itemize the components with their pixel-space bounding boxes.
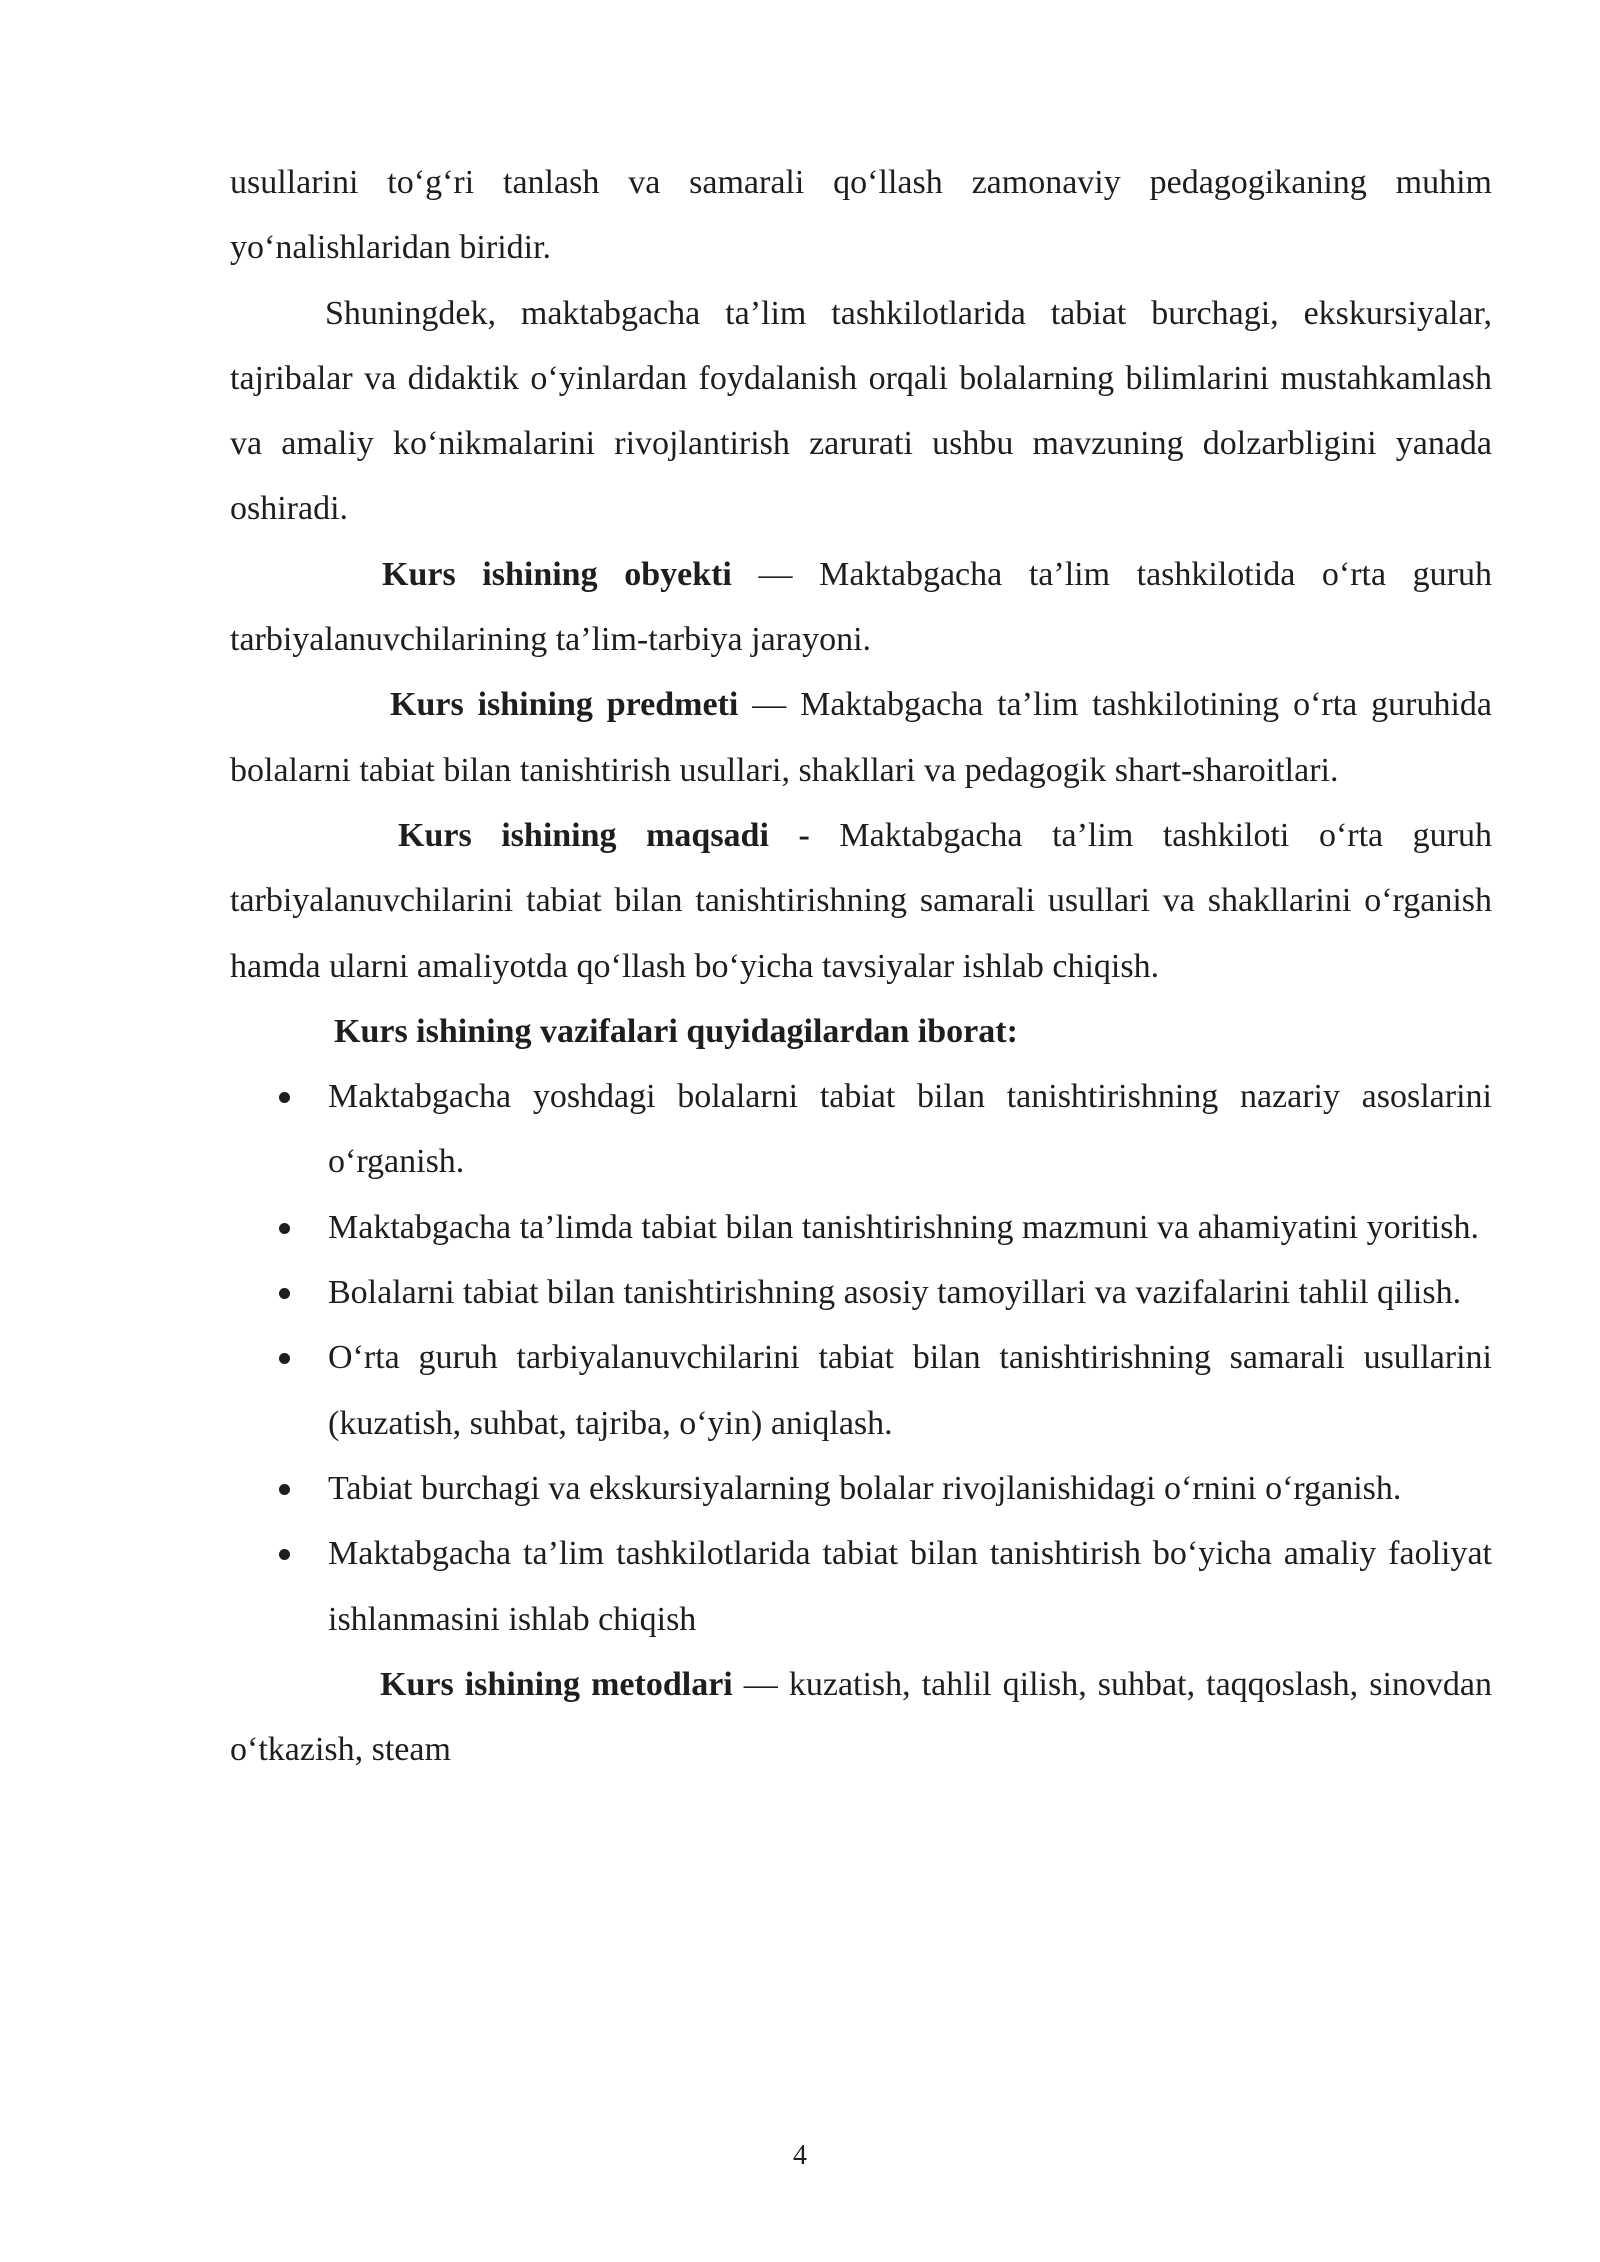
paragraph-intro-continuation: usullarini to‘g‘ri tanlash va samarali qo‘llash zamonaviy pedagogikaning muhim yo‘nalishlaridan biridir.	[230, 164, 1492, 267]
goal-text: Maktabgacha ta’lim tashkiloti o‘rta guruh tarbiyalanuvchilarini tabiat bilan tanishtirishning samarali usullari va shakllarini o‘rganish hamda ularni amaliyotda qo‘llash bo‘yicha tavsiyalar ishlab chiqish.	[230, 816, 1493, 985]
task-text: Bolalarni tabiat bilan tanishtirishning asosiy tamoyillari va vazifalarini tahlil qilish.	[328, 1274, 1462, 1312]
task-text: Maktabgacha yoshdagi bolalarni tabiat bilan tanishtirishning nazariy asoslarini o‘rganish.	[328, 1078, 1492, 1181]
list-item	[230, 1260, 1492, 1325]
object-label: Kurs ishining obyekti	[382, 555, 732, 593]
methods-text: — kuzatish, tahlil qilish, suhbat, taqqoslash, sinovdan o‘tkazish, steam	[230, 1665, 1492, 1769]
tasks-list	[230, 1064, 1492, 1652]
object-text: — Maktabgacha ta’lim tashkilotida o‘rta guruh tarbiyalanuvchilarining ta’lim-tarbiya jarayoni.	[230, 555, 1492, 659]
paragraph-object	[230, 542, 1492, 673]
list-item	[230, 1456, 1492, 1521]
list-item	[230, 1325, 1492, 1456]
bullet-icon	[279, 1549, 290, 1560]
paragraph-subject	[230, 672, 1492, 803]
list-item	[230, 1521, 1492, 1652]
paragraph-methods	[230, 1652, 1492, 1783]
tasks-heading: Kurs ishining vazifalari quyidagilardan iborat:	[334, 1012, 1018, 1050]
bullet-icon	[279, 1223, 290, 1234]
page-number: 4	[793, 2140, 807, 2171]
bullet-icon	[279, 1288, 290, 1299]
task-text: Maktabgacha ta’limda tabiat bilan tanishtirishning mazmuni va ahamiyatini yoritish.	[328, 1208, 1479, 1246]
task-text: Tabiat burchagi va ekskursiyalarning bolalar rivojlanishidagi o‘rnini o‘rganish.	[328, 1469, 1402, 1507]
paragraph-tasks-heading	[230, 999, 1492, 1064]
goal-label: Kurs ishining maqsadi -	[398, 816, 810, 854]
subject-label: Kurs ishining predmeti	[390, 686, 739, 724]
task-text: O‘rta guruh tarbiyalanuvchilarini tabiat bilan tanishtirishning samarali usullarini (kuzatish, suhbat, tajriba, o‘yin) aniqlash.	[328, 1339, 1492, 1442]
methods-label: Kurs ishining metodlari	[380, 1665, 733, 1703]
bullet-icon	[279, 1484, 290, 1495]
paragraph-relevance: Shuningdek, maktabgacha ta’lim tashkilotlarida tabiat burchagi, ekskursiyalar, tajribalar va didaktik o‘yinlardan foydalanish orqali bolalarning bilimlarini mustahkamlash va amaliy ko‘nikmalarini rivojlantirish zarurati ushbu mavzuning dolzarbligini yanada oshiradi.	[230, 294, 1492, 528]
bullet-icon	[279, 1353, 290, 1364]
bullet-icon	[279, 1092, 290, 1103]
list-item	[230, 1064, 1492, 1195]
list-item	[230, 1195, 1492, 1260]
paragraph-goal	[230, 803, 1492, 999]
subject-text: — Maktabgacha ta’lim tashkilotining o‘rta guruhida bolalarni tabiat bilan tanishtirish usullari, shakllari va pedagogik shart-sharoitlari.	[230, 686, 1492, 789]
document-page	[230, 150, 1492, 1782]
task-text: Maktabgacha ta’lim tashkilotlarida tabiat bilan tanishtirish bo‘yicha amaliy faoliyat ishlanmasini ishlab chiqish	[328, 1535, 1492, 1638]
